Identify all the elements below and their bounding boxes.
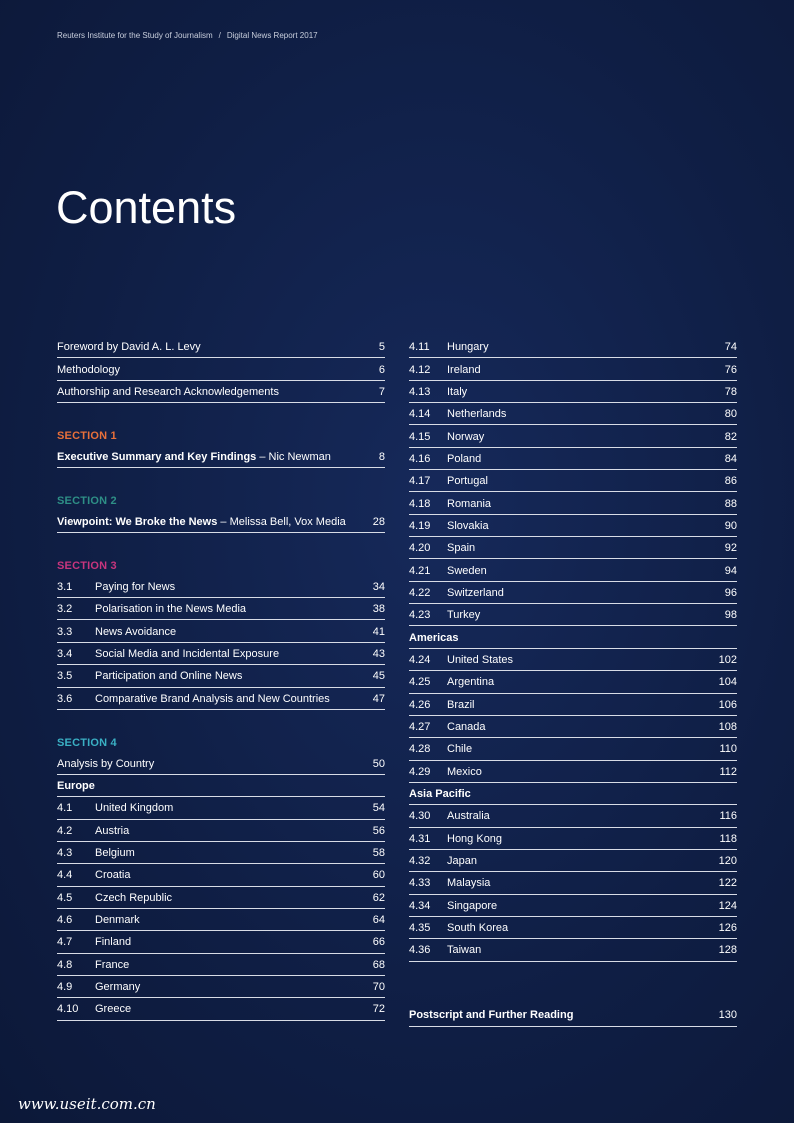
entry-label: Romania [447,497,492,510]
toc-right-column [409,337,737,1028]
entry-page: 128 [718,944,737,957]
entry-label: Spain [447,542,476,555]
europe-list-left [57,798,385,1020]
toc-entry[interactable] [409,896,737,917]
toc-entry[interactable] [409,762,737,783]
entry-page: 106 [718,698,737,711]
breadcrumb-report: Digital News Report 2017 [226,31,318,40]
entry-page: 28 [372,515,385,528]
entry-number: 4.36 [409,944,431,957]
entry-page: 8 [378,450,385,463]
entry-number: 4.4 [57,869,73,882]
entry-label: Greece [95,1003,132,1016]
entry-label: Croatia [95,869,131,882]
entry-number: 4.20 [409,542,431,555]
toc-entry[interactable] [409,672,737,693]
entry-number: 4.24 [409,653,431,666]
entry-number: 4.34 [409,899,431,912]
entry-number: 4.23 [409,609,431,622]
entry-page: 76 [724,363,737,376]
entry-label: South Korea [447,922,509,935]
entry-label: Polarisation in the News Media [95,603,247,616]
europe-list-right [409,337,737,626]
toc-entry[interactable] [409,873,737,894]
entry-page: 116 [719,810,737,823]
toc-entry[interactable] [409,739,737,760]
toc-entry[interactable] [57,798,385,819]
toc-entry[interactable] [409,717,737,738]
entry-page: 74 [724,341,737,354]
entry-label: Denmark [95,914,140,927]
entry-number: 4.17 [409,475,431,488]
entry-page: 62 [372,891,385,904]
entry-label: Malaysia [447,877,491,890]
entry-page: 102 [718,653,737,666]
toc-entry[interactable] [409,829,737,850]
entry-page: 130 [718,1009,737,1022]
entry-page: 96 [724,586,737,599]
group-heading-asia-pacific: Asia Pacific [409,784,737,805]
toc-entry[interactable] [409,560,737,581]
entry-page: 41 [372,625,385,638]
entry-number: 4.27 [409,721,431,734]
entry-label: Turkey [447,609,481,622]
entry-page: 86 [724,475,737,488]
toc-entry[interactable] [409,337,737,358]
entry-page: 66 [372,936,385,949]
entry-page: 80 [724,408,737,421]
entry-page: 112 [719,765,737,778]
entry-label: Ireland [447,363,481,376]
toc-entry[interactable] [409,650,737,671]
spacer [57,469,385,490]
entry-title: Executive Summary and Key Findings [57,450,257,463]
entry-page: 64 [372,914,385,927]
toc-entry[interactable] [409,404,737,425]
entry-label: Italy [447,385,468,398]
entry-page: 7 [378,385,385,398]
toc-entry[interactable] [409,449,737,470]
entry-label: Social Media and Incidental Exposure [95,647,280,660]
entry-page: 122 [718,877,737,890]
entry-title: Viewpoint: We Broke the News [57,515,218,528]
toc-entry[interactable] [409,851,737,872]
entry-label: Czech Republic [95,891,173,904]
breadcrumb-publisher: Reuters Institute for the Study of Journalism [57,31,213,40]
entry-page: 92 [724,542,737,555]
toc-entry[interactable] [409,806,737,827]
entry-number: 4.21 [409,564,431,577]
toc-entry-executive-summary[interactable] [57,447,385,468]
toc-entry[interactable] [57,910,385,931]
entry-number: 4.12 [409,363,431,376]
entry-page: 56 [372,824,385,837]
toc-entry[interactable] [57,865,385,886]
entry-page: 88 [724,497,737,510]
toc-entry[interactable] [409,359,737,380]
entry-page: 70 [372,981,385,994]
spacer [57,711,385,732]
entry-label: News Avoidance [95,625,177,638]
section-3-list [57,577,385,710]
toc-entry[interactable] [57,888,385,909]
section-1-heading: SECTION 1 [57,430,117,443]
entry-page: 60 [372,869,385,882]
group-heading-americas: Americas [409,627,737,648]
entry-label: Germany [95,981,141,994]
entry-label: Finland [95,936,132,949]
entry-label: Taiwan [447,944,482,957]
entry-page: 98 [724,609,737,622]
toc-entry[interactable] [409,538,737,559]
entry-number: 4.33 [409,877,431,890]
toc-entry[interactable] [409,583,737,604]
toc-entry-postscript[interactable] [409,1005,737,1026]
section-4-heading: SECTION 4 [57,736,117,749]
entry-label: Japan [447,855,477,868]
entry-page: 43 [372,647,385,660]
breadcrumb [57,31,318,40]
entry-page: 50 [372,757,385,770]
entry-number: 4.13 [409,385,431,398]
entry-title: Postscript and Further Reading [409,1009,574,1022]
entry-page: 108 [718,721,737,734]
toc-entry[interactable] [57,977,385,998]
entry-number: 3.5 [57,670,73,683]
entry-page: 5 [378,341,385,354]
toc-entry[interactable] [57,666,385,687]
entry-page: 72 [372,1003,385,1016]
toc-left-column [57,337,385,1022]
entry-label: United States [447,653,514,666]
entry-label: Singapore [447,899,498,912]
entry-page: 58 [372,847,385,860]
entry-page: 84 [724,452,737,465]
entry-page: 124 [718,899,737,912]
entry-number: 4.30 [409,810,431,823]
entry-number: 4.7 [57,936,73,949]
entry-number: 4.32 [409,855,431,868]
entry-page: 120 [718,855,737,868]
toc-entry[interactable] [409,940,737,961]
entry-label: Hong Kong [447,832,503,845]
spacer [57,404,385,425]
section-2-heading: SECTION 2 [57,495,117,508]
toc-entry[interactable] [57,577,385,598]
entry-number: 3.6 [57,692,73,705]
entry-number: 4.14 [409,408,431,421]
entry-number: 4.18 [409,497,431,510]
toc-entry[interactable] [57,999,385,1020]
toc-entry[interactable] [57,337,385,358]
entry-page: 78 [724,385,737,398]
entry-label: Chile [447,743,473,756]
intro-list [57,337,385,403]
entry-label: Switzerland [447,586,504,599]
entry-page: 110 [719,743,737,756]
entry-label: Sweden [447,564,487,577]
entry-label: Austria [95,824,130,837]
entry-label: Paying for News [95,580,176,593]
section-3-heading: SECTION 3 [57,560,117,573]
entry-label: Methodology [57,363,120,376]
entry-number: 4.35 [409,922,431,935]
entry-label: Hungary [447,341,489,354]
entry-label: Belgium [95,847,135,860]
entry-number: 4.15 [409,430,431,443]
entry-label: Netherlands [447,408,507,421]
entry-page: 126 [718,922,737,935]
entry-author: – Melissa Bell, Vox Media [217,515,346,528]
entry-number: 3.1 [57,580,73,593]
entry-number: 4.19 [409,519,431,532]
toc-entry[interactable] [409,493,737,514]
toc-entry[interactable] [57,821,385,842]
watermark: www.useit.com.cn [18,1095,156,1113]
entry-number: 4.31 [409,832,431,845]
toc-entry[interactable] [57,955,385,976]
entry-label: Portugal [447,475,488,488]
entry-page: 45 [372,670,385,683]
entry-number: 4.8 [57,958,73,971]
entry-label: Brazil [447,698,475,711]
entry-page: 68 [372,958,385,971]
entry-label: Australia [447,810,490,823]
entry-page: 118 [719,832,737,845]
entry-label: France [95,958,130,971]
toc-entry[interactable] [409,918,737,939]
toc-entry[interactable] [57,689,385,710]
entry-label: Authorship and Research Acknowledgements [57,385,279,398]
asia-pacific-list [409,806,737,961]
entry-number: 3.3 [57,625,73,638]
spacer [409,963,737,1006]
toc-entry[interactable] [409,426,737,447]
entry-number: 4.9 [57,981,73,994]
entry-number: 4.2 [57,824,73,837]
entry-label: Comparative Brand Analysis and New Countries [95,692,330,705]
entry-number: 4.26 [409,698,431,711]
entry-number: 4.11 [409,341,430,354]
entry-number: 4.16 [409,452,431,465]
entry-number: 4.1 [57,802,73,815]
entry-label: Argentina [447,676,495,689]
entry-label: Norway [447,430,485,443]
toc-entry[interactable] [409,471,737,492]
entry-number: 4.5 [57,891,73,904]
entry-page: 34 [372,580,385,593]
toc-entry[interactable] [409,382,737,403]
toc-entry[interactable] [57,932,385,953]
entry-number: 4.22 [409,586,431,599]
toc-entry-viewpoint[interactable] [57,512,385,533]
entry-label: Analysis by Country [57,757,155,770]
toc-entry[interactable] [57,599,385,620]
toc-entry[interactable] [57,382,385,403]
entry-page: 6 [378,363,385,376]
toc-entry[interactable] [409,695,737,716]
entry-label: Slovakia [447,519,489,532]
spacer [57,534,385,555]
entry-page: 82 [724,430,737,443]
page-title: Contents [56,182,237,233]
toc-entry[interactable] [57,644,385,665]
entry-page: 104 [718,676,737,689]
entry-number: 4.10 [57,1003,79,1016]
toc-entry[interactable] [57,621,385,642]
entry-label: Poland [447,452,482,465]
entry-label: Participation and Online News [95,670,243,683]
entry-number: 4.3 [57,847,73,860]
group-heading-europe: Europe [57,776,385,797]
entry-page: 94 [724,564,737,577]
toc-entry-analysis-by-country[interactable] [57,754,385,775]
entry-label: Foreword by David A. L. Levy [57,341,201,354]
entry-page: 54 [372,802,385,815]
entry-page: 38 [372,603,385,616]
toc-entry[interactable] [409,605,737,626]
entry-number: 4.28 [409,743,431,756]
entry-number: 3.4 [57,647,73,660]
toc-entry[interactable] [409,516,737,537]
entry-number: 4.6 [57,914,73,927]
entry-number: 3.2 [57,603,73,616]
entry-label: United Kingdom [95,802,174,815]
entry-author: – Nic Newman [256,450,331,463]
entry-page: 47 [372,692,385,705]
entry-label: Canada [447,721,486,734]
entry-number: 4.25 [409,676,431,689]
toc-entry[interactable] [57,359,385,380]
entry-number: 4.29 [409,765,431,778]
toc-entry[interactable] [57,843,385,864]
americas-list [409,650,737,783]
entry-page: 90 [724,519,737,532]
breadcrumb-separator: / [218,31,221,40]
entry-label: Mexico [447,765,482,778]
